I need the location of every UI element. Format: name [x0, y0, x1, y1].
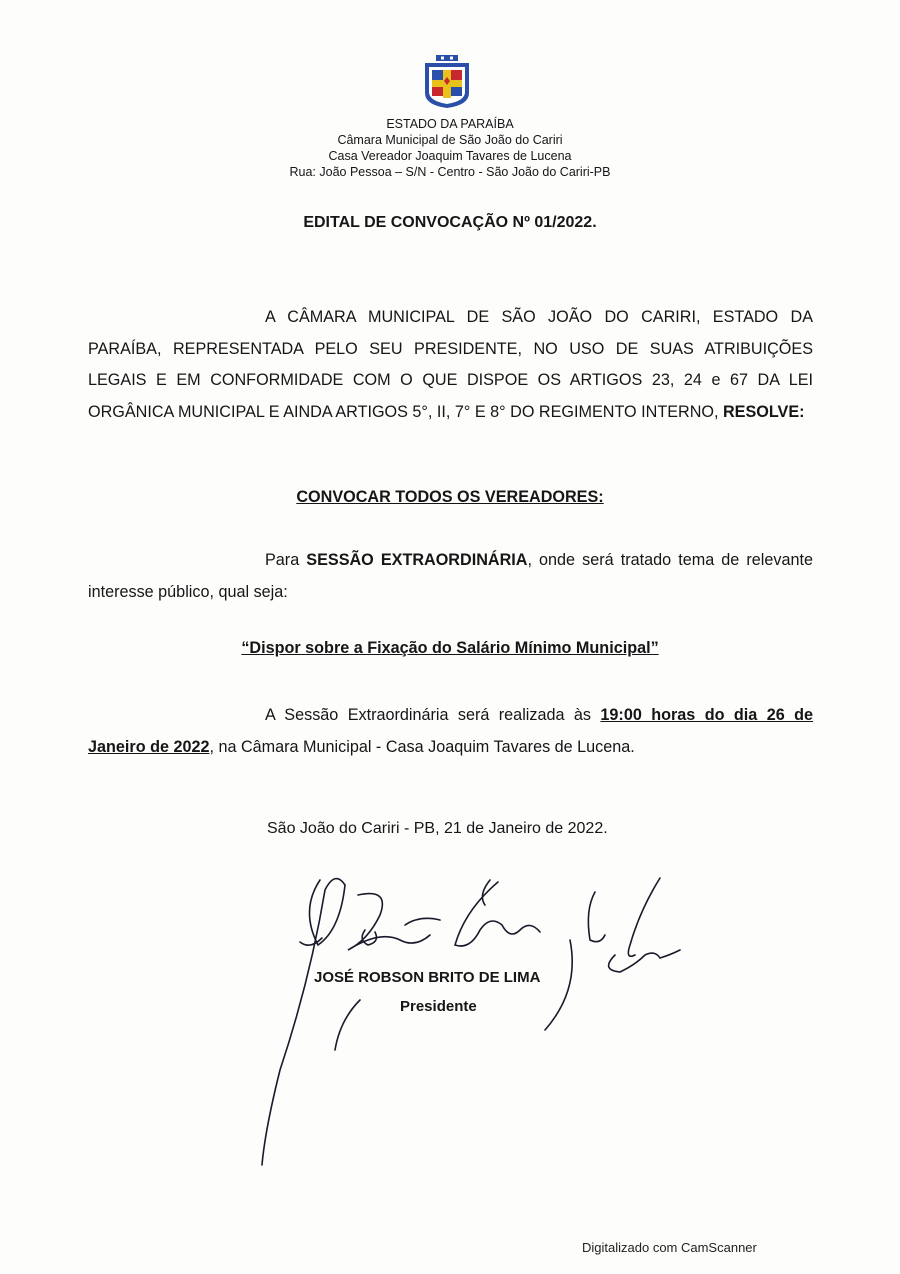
- signatory-name: JOSÉ ROBSON BRITO DE LIMA: [314, 969, 541, 986]
- session-subject: “Dispor sobre a Fixação do Salário Mínimo Municipal”: [241, 639, 659, 657]
- session-paragraph: [88, 545, 813, 608]
- header-address: Rua: João Pessoa – S/N - Centro - São João do Cariri-PB: [289, 165, 611, 179]
- session-type: SESSÃO EXTRAORDINÁRIA: [306, 551, 528, 569]
- header-chamber: Câmara Municipal de São João do Cariri: [337, 133, 563, 147]
- edital-title: EDITAL DE CONVOCAÇÃO Nº 01/2022.: [303, 214, 597, 231]
- schedule-suffix: , na Câmara Municipal - Casa Joaquim Tavares de Lucena.: [209, 737, 635, 756]
- scanner-footer: Digitalizado com CamScanner: [582, 1240, 757, 1255]
- resolve-label: RESOLVE:: [722, 402, 805, 421]
- schedule-prefix: A Sessão Extraordinária será realizada às: [265, 706, 591, 724]
- session-prefix: Para: [265, 551, 300, 569]
- schedule-when: 19:00 horas do dia 26 de Janeiro de 2022: [88, 706, 814, 756]
- intro-text: A CÂMARA MUNICIPAL DE SÃO JOÃO DO CARIRI, ESTADO DA PARAÍBA, REPRESENTADA PELO SEU PRESIDENTE, NO USO DE SUAS ATRIBUIÇÕES LEGAIS E EM CONFORMIDADE COM O QUE DISPOE OS ARTIGOS 23, 24 e 67 DA LEI ORGÂNICA MUNICIPAL E AINDA ARTIGOS 5°, II, 7° E 8° DO REGIMENTO INTERNO,: [88, 308, 813, 421]
- handwritten-signature: [240, 870, 700, 1170]
- header-state: ESTADO DA PARAÍBA: [386, 117, 514, 131]
- schedule-paragraph: [88, 700, 813, 763]
- convocar-heading: CONVOCAR TODOS OS VEREADORES:: [296, 488, 604, 506]
- place-date: São João do Cariri - PB, 21 de Janeiro de 2022.: [267, 820, 608, 837]
- session-suffix: , onde será tratado tema de relevante interesse público, qual seja:: [88, 551, 813, 601]
- signatory-role: Presidente: [400, 998, 477, 1015]
- header-house: Casa Vereador Joaquim Tavares de Lucena: [328, 149, 572, 163]
- intro-paragraph: [88, 302, 813, 428]
- municipal-crest-icon: [422, 55, 472, 109]
